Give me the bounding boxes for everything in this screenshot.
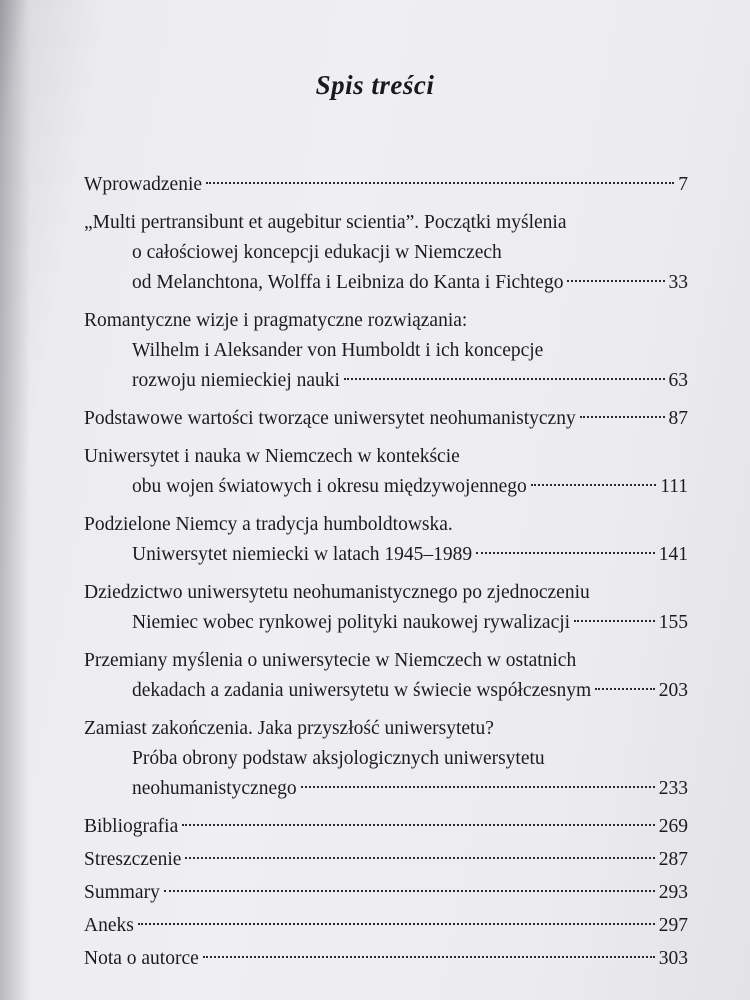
toc-entry-final-line <box>84 366 688 396</box>
dot-leader <box>206 182 674 184</box>
toc-entry-line: Podzielone Niemcy a tradycja humboldtowska. <box>84 514 453 535</box>
toc-entry-final-line <box>84 608 688 638</box>
toc-entry-title: Nota o autorce <box>84 948 199 969</box>
toc-entry-title: od Melanchtona, Wolffa i Leibniza do Kanta i Fichtego <box>132 272 564 293</box>
page-title: Spis treści <box>315 70 435 100</box>
spine-shadow <box>0 0 30 1000</box>
toc-entry-title: Aneks <box>84 915 134 936</box>
page-number: 287 <box>658 849 688 870</box>
toc-entry <box>84 306 688 396</box>
page-number: 293 <box>658 882 688 903</box>
toc-entry-final-line <box>84 540 688 570</box>
dot-leader <box>595 688 655 690</box>
toc-entry-line: Zamiast zakończenia. Jaka przyszłość uniwersytetu? <box>84 718 494 739</box>
toc-entry-line: „Multi pertransibunt et augebitur scientia”. Początki myślenia <box>84 212 567 233</box>
toc-entry-final-line <box>84 268 688 298</box>
toc-entry-title: Niemiec wobec rynkowej polityki naukowej rywalizacji <box>132 612 571 633</box>
toc-entry-final-line <box>84 170 688 200</box>
toc-entry-title: Wprowadzenie <box>84 174 203 195</box>
page-number: 297 <box>658 915 688 936</box>
toc-entry-title: Podstawowe wartości tworzące uniwersytet neohumanistyczny <box>84 408 576 429</box>
toc-entry-line: Próba obrony podstaw aksjologicznych uniwersytetu <box>132 748 545 769</box>
toc-entry <box>84 845 688 875</box>
dot-leader <box>580 416 665 418</box>
toc-entry <box>84 170 688 200</box>
toc-entry-title: neohumanistycznego <box>132 778 297 799</box>
dot-leader <box>185 857 654 859</box>
toc-entry <box>84 812 688 842</box>
dot-leader <box>574 620 655 622</box>
toc-entry <box>84 442 688 502</box>
toc-entry-final-line <box>84 472 688 502</box>
toc-entry <box>84 714 688 804</box>
dot-leader <box>164 890 655 892</box>
toc-entry-title: rozwoju niemieckiej nauki <box>132 370 340 391</box>
dot-leader <box>567 280 664 282</box>
dot-leader <box>344 378 665 380</box>
page-number: 269 <box>658 816 688 837</box>
toc-entry-title: Uniwersytet niemiecki w latach 1945–1989 <box>132 544 473 565</box>
toc-entry-line: Uniwersytet i nauka w Niemczech w kontekście <box>84 446 460 467</box>
page-number: 203 <box>658 680 688 701</box>
toc-entry <box>84 646 688 706</box>
toc-entry <box>84 404 688 434</box>
page-number: 87 <box>668 408 688 429</box>
dot-leader <box>182 824 655 826</box>
toc-entry <box>84 578 688 638</box>
toc-entry-title: obu wojen światowych i okresu międzywojennego <box>132 476 527 497</box>
dot-leader <box>138 923 655 925</box>
page-number: 303 <box>658 948 688 969</box>
toc-entry <box>84 911 688 941</box>
toc-entry-title: dekadach a zadania uniwersytetu w świecie współczesnym <box>132 680 592 701</box>
toc-entry-final-line <box>84 676 688 706</box>
toc-entry-final-line <box>84 911 688 941</box>
dot-leader <box>476 552 655 554</box>
toc-entry <box>84 208 688 298</box>
page-number: 111 <box>660 476 688 497</box>
toc-entry-line: Dziedzictwo uniwersytetu neohumanistycznego po zjednoczeniu <box>84 582 590 603</box>
page-number: 155 <box>658 612 688 633</box>
table-of-contents <box>84 170 688 982</box>
toc-entry-final-line <box>84 878 688 908</box>
toc-entry <box>84 944 688 974</box>
toc-entry-line: Wilhelm i Aleksander von Humboldt i ich koncepcje <box>132 340 544 361</box>
toc-entry-final-line <box>84 404 688 434</box>
dot-leader <box>531 484 656 486</box>
toc-entry-final-line <box>84 774 688 804</box>
dot-leader <box>301 786 655 788</box>
toc-entry-title: Bibliografia <box>84 816 179 837</box>
page-number: 7 <box>678 174 688 195</box>
toc-entry-title: Streszczenie <box>84 849 182 870</box>
dot-leader <box>203 956 655 958</box>
toc-entry-final-line <box>84 944 688 974</box>
toc-entry-line: Przemiany myślenia o uniwersytecie w Niemczech w ostatnich <box>84 650 577 671</box>
page-number: 63 <box>668 370 688 391</box>
toc-entry <box>84 510 688 570</box>
toc-entry-line: o całościowej koncepcji edukacji w Niemczech <box>132 242 502 263</box>
toc-entry <box>84 878 688 908</box>
toc-entry-final-line <box>84 812 688 842</box>
page-number: 33 <box>668 272 688 293</box>
toc-entry-title: Summary <box>84 882 160 903</box>
page-number: 141 <box>658 544 688 565</box>
toc-entry-final-line <box>84 845 688 875</box>
page-number: 233 <box>658 778 688 799</box>
toc-entry-line: Romantyczne wizje i pragmatyczne rozwiązania: <box>84 310 468 331</box>
